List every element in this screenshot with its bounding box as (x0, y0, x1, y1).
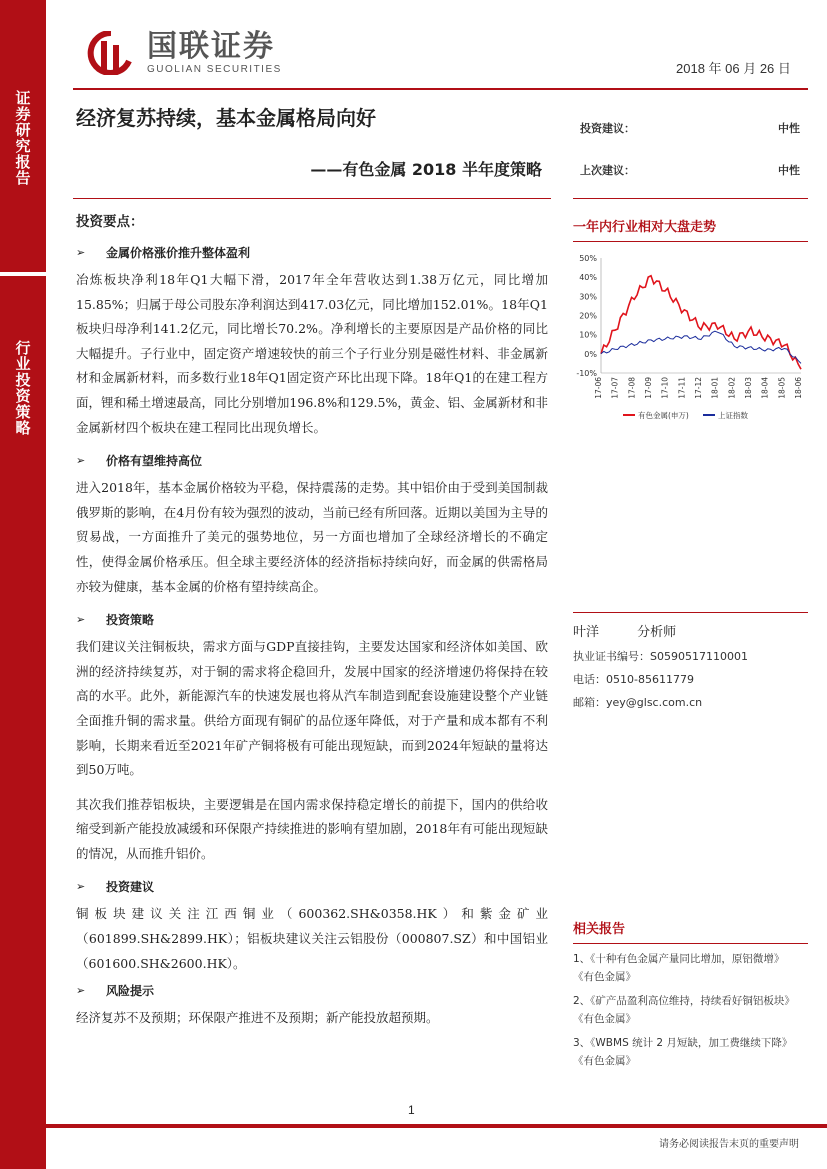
report-subtitle: ——有色金属 2018 半年度策略 (310, 160, 542, 179)
cert-label: 执业证书编号： (573, 650, 650, 663)
section-risk (76, 980, 548, 1031)
section-investment-advice (76, 876, 548, 976)
x-tick-label: 18-01 (710, 377, 720, 399)
section-price-outlook (76, 450, 548, 599)
arrow-bullet-icon: ➢ (76, 983, 86, 997)
y-tick-label: 0% (584, 349, 597, 359)
disclaimer-text: 请务必阅读报告末页的重要声明 (659, 1139, 799, 1150)
x-tick-label: 17-12 (694, 377, 703, 399)
page-number: 1 (408, 1103, 415, 1117)
rating-current (580, 120, 800, 136)
left-sidebar (0, 0, 46, 1169)
y-tick-label: 30% (579, 292, 597, 302)
arrow-bullet-icon: ➢ (76, 245, 86, 259)
x-tick-label: 17-11 (677, 377, 687, 399)
related-reports (573, 918, 808, 1070)
related-reports-title: 相关报告 (573, 918, 808, 944)
x-tick-label: 18-02 (727, 377, 737, 399)
email-label: 邮箱： (573, 696, 606, 709)
email-link[interactable]: yey@glsc.com.cn (606, 696, 703, 709)
sidebar-divider (0, 272, 46, 276)
x-tick-label: 18-06 (794, 377, 803, 399)
header-rule (73, 88, 808, 90)
section-paragraph: 其次我们推荐铝板块，主要逻辑是在国内需求保持稳定增长的前提下，国内的供给收缩受到新产能投放减缓和环保限产持续推进的影响有望加剧，2018年有可能出现短缺的情况，从而推升铝价。 (76, 796, 548, 861)
y-tick-label: 40% (579, 273, 597, 283)
rating-value: 中性 (778, 122, 800, 135)
key-points-heading: 投资要点： (76, 214, 144, 230)
chart-panel (573, 216, 808, 242)
x-tick-label: 17-10 (660, 377, 670, 399)
analyst-name: 叶洋 (573, 625, 600, 640)
footer-rule (0, 1124, 827, 1128)
main-content (76, 210, 548, 1041)
cert-number: S0590517110001 (650, 650, 748, 663)
report-title: 经济复苏持续，基本金属格局向好 (76, 106, 376, 130)
x-tick-label: 18-05 (777, 377, 787, 399)
y-tick-label: 50% (579, 254, 597, 263)
y-tick-label: -10% (576, 369, 597, 378)
phone-number: 0510-85611779 (606, 673, 694, 686)
series-line-shanghai-index (601, 331, 801, 363)
company-logo (83, 30, 282, 75)
section-metal-profits (76, 242, 548, 440)
arrow-bullet-icon: ➢ (76, 879, 86, 893)
y-tick-label: 20% (579, 311, 597, 321)
chart-panel-title: 一年内行业相对大盘走势 (573, 216, 808, 242)
section-paragraph: 经济复苏不及预期；环保限产推进不及预期；新产能投放超预期。 (76, 1010, 439, 1026)
section-heading: 金属价格涨价推升整体盈利 (106, 245, 251, 260)
x-tick-label: 17-07 (610, 377, 620, 399)
x-tick-label: 17-09 (644, 377, 653, 399)
sidebar-label-strategy: 行业投资策略 (13, 340, 32, 436)
section-paragraph: 冶炼板块净利18年Q1大幅下滑，2017年全年营收达到1.38万亿元，同比增加15.85%；归属于母公司股东净利润达到417.03亿元，同比增加152.01%。18年Q1板块归母净利141.2亿元，同比增长70.2%。净利增长的主要原因是产品价格的同比大幅提升。子行业中，固定资产增速较快的前三个子行业分别是磁性材料、非金属新材和金属新材料，而多数行业18年Q1固定资产环比出现下降。18年Q1的在建工程方面，锂和稀土增速最高，同比分别增加196.8%和129.5%，黄金、铝、金属新材和非金属新材四个板块在建工程同比出现负增长。 (76, 272, 548, 435)
phone-label: 电话： (573, 673, 606, 686)
main-rule (73, 198, 551, 199)
logo-text-cn: 国联证券 (147, 29, 275, 64)
rating-value: 中性 (778, 164, 800, 177)
series-line-nonferrous-metals (601, 276, 801, 370)
rating-label: 上次建议： (580, 164, 635, 177)
y-tick-label: 10% (579, 330, 597, 340)
section-heading: 价格有望维持高位 (106, 453, 203, 468)
right-rule (573, 198, 808, 199)
legend-label: 上证指数 (718, 411, 748, 420)
arrow-bullet-icon: ➢ (76, 453, 86, 467)
related-report-item[interactable]: 3、《WBMS 统计 2 月短缺，加工费继续下降》 《有色金属》 (573, 1037, 793, 1067)
section-paragraph: 铜板块建议关注江西铜业（600362.SH&0358.HK）和紫金矿业（601899.SH&2899.HK）；铝板块建议关注云铝股份（000807.SZ）和中国铝业（601600.SH&2600.HK）。 (76, 906, 548, 971)
x-tick-label: 18-03 (744, 377, 753, 399)
x-tick-label: 17-08 (627, 377, 637, 399)
sidebar-label-research: 证券研究报告 (13, 90, 32, 186)
rating-previous (580, 162, 800, 178)
section-heading: 投资建议 (106, 879, 155, 894)
section-investment-strategy (76, 609, 548, 866)
x-tick-label: 18-04 (760, 377, 770, 399)
related-report-item[interactable]: 2、《矿产品盈利高位维持，持续看好铜铝板块》 《有色金属》 (573, 995, 795, 1025)
x-tick-label: 17-06 (594, 377, 603, 399)
report-date: 2018 年 06 月 26 日 (676, 61, 791, 76)
legend-label: 有色金属(申万) (638, 411, 689, 420)
analyst-role: 分析师 (637, 625, 677, 640)
rating-label: 投资建议： (580, 122, 635, 135)
related-report-item[interactable]: 1、《十种有色金属产量同比增加，原铝微增》 《有色金属》 (573, 953, 785, 983)
section-paragraph: 我们建议关注铜板块，需求方面与GDP直接挂钩，主要发达国家和经济体如美国、欧洲的经济持续复苏，对于铜的需求将企稳回升，发展中国家的经济增速仍将保持在较高的水平。此外，新能源汽车的快速发展也将从汽车制造到配套设施建设整个产业链全面推升铜的需求量。供给方面现有铜矿的品位逐年降低，对于产量和成本都有不利影响，长期来看近至2021年矿产铜将极有可能出现短缺，而到2024年短缺的量将达到50万吨。 (76, 639, 548, 778)
arrow-bullet-icon: ➢ (76, 612, 86, 626)
section-paragraph: 进入2018年，基本金属价格较为平稳，保持震荡的走势。其中铝价由于受到美国制裁俄罗斯的影响，在4月份有较为强烈的波动，当前已经有所回落。近期以美国为主导的贸易战，一方面推升了美元的强势地位，另一方面也增加了全球经济增长的不确定性，使得金属价格承压。但全球主要经济体的经济指标持续向好，而金属的供需格局亦较为健康，基本金属的价格有望持续高企。 (76, 480, 548, 594)
analyst-info (573, 612, 808, 717)
section-heading: 投资策略 (106, 612, 155, 627)
logo-mark-icon (83, 31, 139, 75)
logo-text-en: GUOLIAN SECURITIES (147, 64, 282, 75)
relative-performance-chart (573, 248, 808, 428)
section-heading: 风险提示 (106, 983, 155, 998)
